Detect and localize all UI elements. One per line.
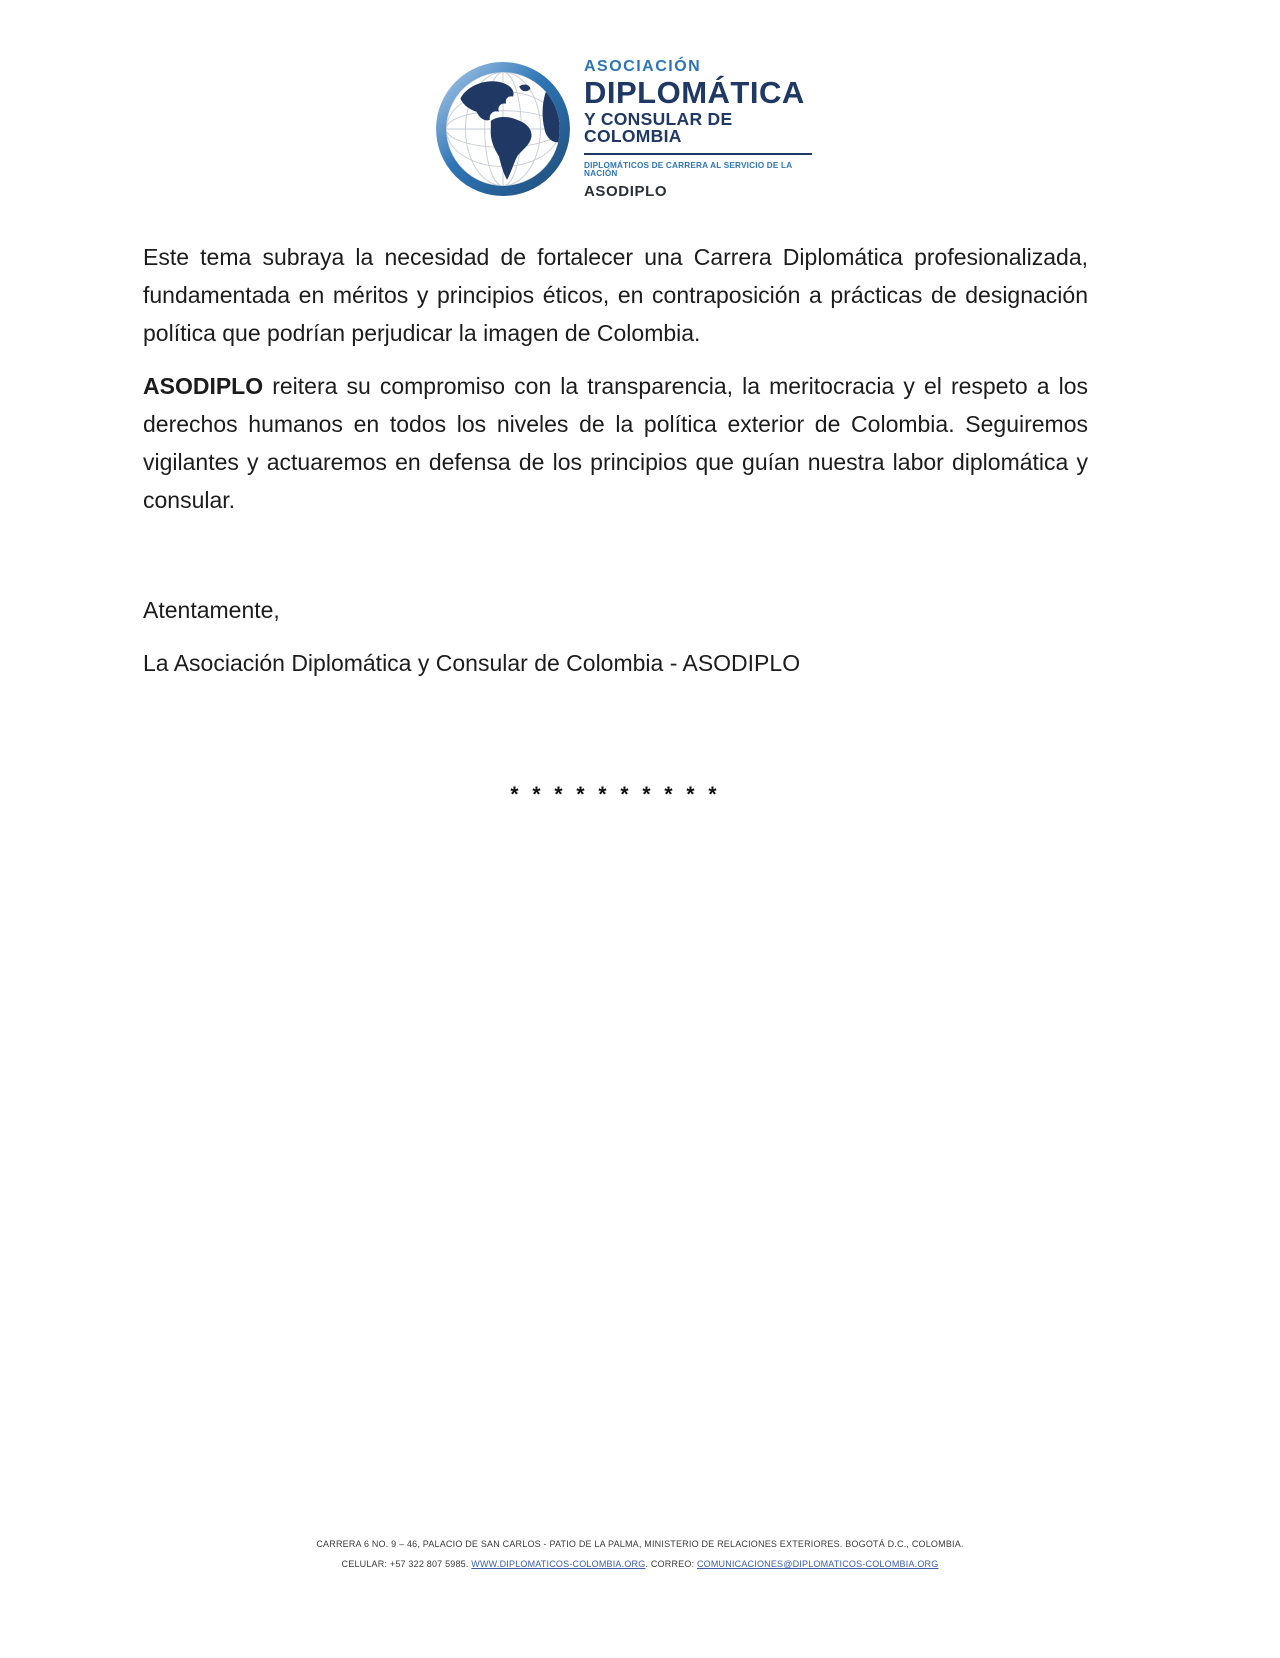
organization-logo	[432, 0, 812, 200]
closing-line: Atentamente,	[143, 597, 280, 623]
footer-address-line: CARRERA 6 NO. 9 – 46, PALACIO DE SAN CARLOS - PATIO DE LA PALMA, MINISTERIO DE RELACIONES EXTERIORES. BOGOTÁ D.C., COLOMBIA.	[316, 1539, 964, 1549]
org-name-line2: DIPLOMÁTICA	[584, 74, 805, 110]
logo-text-block	[584, 59, 812, 199]
org-tagline: DIPLOMÁTICOS DE CARRERA AL SERVICIO DE LA NACIÓN	[584, 160, 793, 178]
letter-body	[143, 238, 1088, 814]
globe-icon	[432, 58, 574, 200]
footer-correo-label: . CORREO:	[645, 1559, 697, 1569]
paragraph-1: Este tema subraya la necesidad de fortalecer una Carrera Diplomática profesionalizada, fundamentada en méritos y principios éticos, en contraposición a prácticas de designación política que podrían perjudicar la imagen de Colombia.	[143, 244, 1088, 346]
paragraph-2-bold-lead: ASODIPLO	[143, 373, 264, 399]
paragraph-2-text: reitera su compromiso con la transparencia, la meritocracia y el respeto a los derechos humanos en todos los niveles de la política exterior de Colombia. Seguiremos vigilantes y actuaremos en defensa de los principios que guían nuestra labor diplomática y consular.	[143, 373, 1088, 513]
asterisk-separator: * * * * * * * * * *	[510, 783, 721, 806]
footer-email-link[interactable]: COMUNICACIONES@DIPLOMATICOS-COLOMBIA.ORG	[696, 1559, 939, 1569]
footer-website-link[interactable]: WWW.DIPLOMATICOS-COLOMBIA.ORG	[471, 1559, 646, 1569]
org-name-line3: Y CONSULAR DE COLOMBIA	[584, 108, 733, 147]
footer-phone: CELULAR: +57 322 807 5985.	[341, 1559, 472, 1569]
logo-divider	[584, 153, 812, 155]
paragraph-2	[143, 367, 1088, 519]
org-acronym: ASODIPLO	[584, 183, 668, 201]
letter-footer	[0, 1534, 1280, 1574]
org-name-line1: ASOCIACIÓN	[584, 57, 702, 75]
signature-line: La Asociación Diplomática y Consular de Colombia - ASODIPLO	[143, 650, 801, 676]
footer-contact-line	[0, 1554, 1280, 1574]
